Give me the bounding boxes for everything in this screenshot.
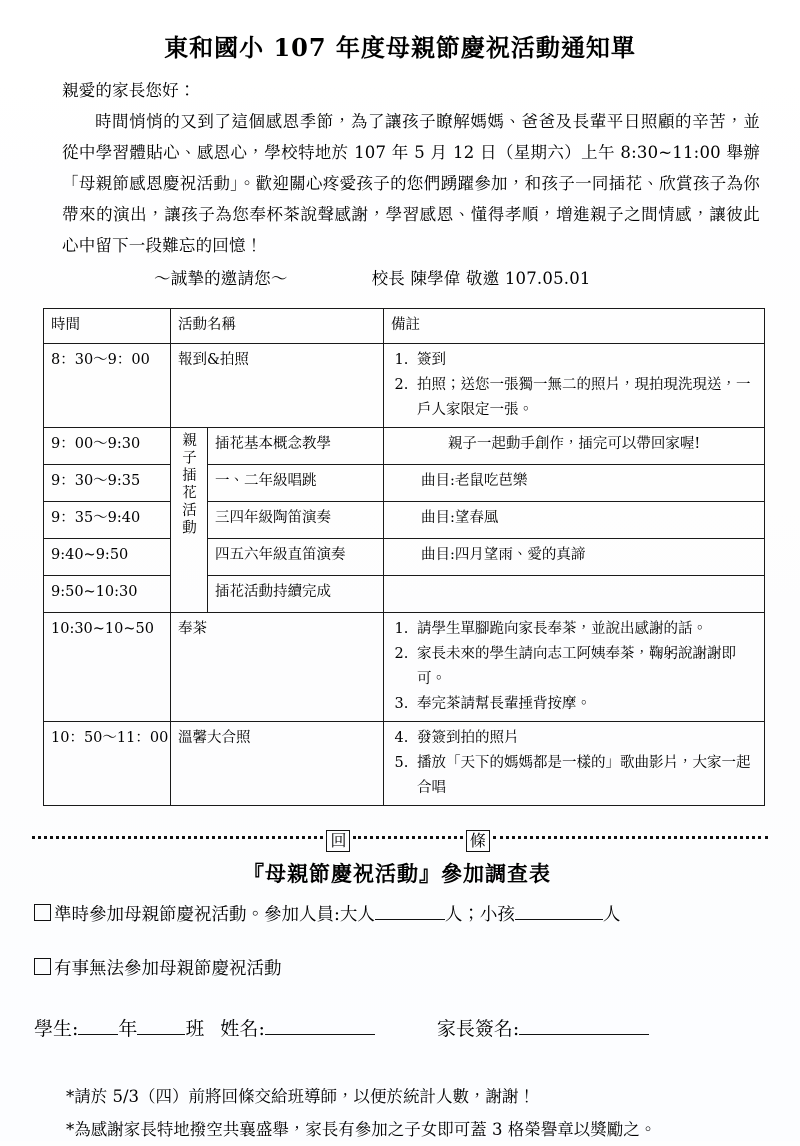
- salutation: 親愛的家長您好：: [62, 81, 196, 100]
- principal-signature: 校長 陳學偉 敬邀 107.05.01: [371, 269, 591, 288]
- option-attend-label: 準時參加母親節慶祝活動。參加人員:大人: [54, 905, 375, 925]
- footnotes: [0, 1046, 800, 1146]
- checkbox-absent[interactable]: [34, 958, 51, 975]
- note-text: 曲目:老鼠吃芭樂: [421, 473, 528, 489]
- cell-time: 9：35～9:40: [44, 502, 171, 539]
- dotted-rule: [32, 836, 323, 839]
- cell-note: [384, 344, 765, 428]
- dotted-rule: [353, 836, 462, 839]
- footnote-item: *請於 5/3（四）前將回條交給班導師，以便於統計人數，謝謝！: [66, 1087, 536, 1106]
- note-text: 曲目:望春風: [421, 510, 499, 526]
- reply-slip: [0, 858, 800, 1046]
- note-list: [391, 726, 757, 801]
- cell-time: 9:40~9:50: [44, 539, 171, 576]
- class-input[interactable]: [137, 1014, 185, 1035]
- note-item: 1. 請學生單腳跪向家長奉茶，並說出感謝的話。: [413, 617, 757, 642]
- column-header-note: 備註: [384, 309, 765, 344]
- cell-time: 10:30~10~50: [44, 613, 171, 722]
- student-info-row: [34, 1012, 760, 1046]
- adults-count-input[interactable]: [375, 899, 445, 920]
- cell-time: 9:50~10:30: [44, 576, 171, 613]
- column-header-activity: 活動名稱: [171, 309, 384, 344]
- table-row: [44, 465, 765, 502]
- schedule-table-wrapper: [0, 294, 800, 806]
- note-text: 親子一起動手創作，插完可以帶回家喔!: [447, 436, 701, 452]
- cell-note: [384, 722, 765, 806]
- table-row: [44, 539, 765, 576]
- table-row: [44, 722, 765, 806]
- student-name-input[interactable]: [265, 1014, 375, 1035]
- checkbox-attend[interactable]: [34, 904, 51, 921]
- table-row: [44, 428, 765, 465]
- children-count-input[interactable]: [515, 899, 603, 920]
- reply-slip-title: 『母親節慶祝活動』參加調查表: [243, 861, 551, 886]
- parent-signature-label: 家長簽名:: [436, 1018, 520, 1040]
- cell-time: 10：50～11：00: [44, 722, 171, 806]
- cell-time: 9：30～9:35: [44, 465, 171, 502]
- cell-activity: 插花活動持續完成: [208, 576, 384, 613]
- cell-activity: 奉茶: [171, 613, 384, 722]
- cell-activity: 報到&拍照: [171, 344, 384, 428]
- dotted-rule: [493, 836, 768, 839]
- cut-char-left: 回: [326, 830, 350, 852]
- cut-char-right: 條: [466, 830, 490, 852]
- cell-time: 9：00～9:30: [44, 428, 171, 465]
- cell-note: [384, 428, 765, 465]
- note-item: 3. 奉完茶請幫長輩捶背按摩。: [413, 692, 757, 717]
- cell-merged-activity-group: [171, 428, 208, 613]
- note-item: 5. 播放「天下的媽媽都是一樣的」歌曲影片，大家一起合唱: [413, 751, 757, 801]
- parent-signature-input[interactable]: [519, 1014, 649, 1035]
- note-item: 2. 拍照；送您一張獨一無二的照片，現拍現洗現送，一戶人家限定一張。: [413, 373, 757, 423]
- page-title: 東和國小 107 年度母親節慶祝活動通知單: [164, 33, 636, 62]
- note-list: [391, 348, 757, 423]
- invite-closing: ～誠摯的邀請您～: [154, 269, 288, 288]
- option-attend-row[interactable]: [34, 898, 760, 932]
- letter-paragraph: 時間悄悄的又到了這個感恩季節，為了讓孩子瞭解媽媽、爸爸及長輩平日照顧的辛苦，並從中學習體貼心、感恩心，學校特地於 107 年 5 月 12 日（星期六）上午 8:30~11:00 舉辦「母親節感恩慶祝活動」。歡迎關心疼愛孩子的您們踴躍參加，和孩子一同插花、欣賞孩子為你帶來的演出，讓孩子為您奉杯茶說聲感謝，學習感恩、懂得孝順，增進親子之間情感，讓彼此心中留下一段難忘的回憶！: [62, 112, 760, 255]
- note-item: 2. 家長未來的學生請向志工阿姨奉茶，鞠躬說謝謝即可。: [413, 642, 757, 692]
- schedule-table: [43, 308, 765, 806]
- cell-note: [384, 502, 765, 539]
- note-item: 1. 簽到: [413, 348, 757, 373]
- footnote-item: *為感謝家長特地撥空共襄盛舉，家長有參加之子女即可蓋 3 格榮譽章以獎勵之。: [66, 1120, 657, 1139]
- merged-vertical-label: 親子插花活動: [180, 432, 196, 537]
- table-header-row: [44, 309, 765, 344]
- cell-activity: 一、二年級唱跳: [208, 465, 384, 502]
- cell-activity: 插花基本概念教學: [208, 428, 384, 465]
- table-row: [44, 576, 765, 613]
- student-label: 學生:: [34, 1018, 79, 1040]
- note-item: 4. 發簽到拍的照片: [413, 726, 757, 751]
- cell-activity: 三四年級陶笛演奏: [208, 502, 384, 539]
- cell-note: [384, 613, 765, 722]
- note-text: 曲目:四月望雨、愛的真諦: [421, 547, 586, 563]
- signature-row: [62, 263, 760, 294]
- name-label: 姓名:: [220, 1018, 265, 1040]
- cell-activity: 四五六年級直笛演奏: [208, 539, 384, 576]
- grade-input[interactable]: [78, 1014, 118, 1035]
- grade-label: 年: [118, 1018, 138, 1040]
- cell-activity: 溫馨大合照: [171, 722, 384, 806]
- letter-body: [0, 65, 800, 294]
- table-row: [44, 613, 765, 722]
- option-absent-row[interactable]: [34, 952, 760, 986]
- option-attend-mid-label: 人；小孩: [444, 905, 515, 925]
- option-attend-suffix-label: 人: [602, 905, 621, 925]
- table-row: [44, 502, 765, 539]
- table-row: [44, 344, 765, 428]
- cut-line-separator: [32, 830, 768, 852]
- class-label: 班: [185, 1018, 205, 1040]
- cell-note: [384, 539, 765, 576]
- cell-time: 8：30～9：00: [44, 344, 171, 428]
- cell-note: [384, 465, 765, 502]
- note-list: [391, 617, 757, 717]
- cell-note: [384, 576, 765, 613]
- option-absent-label: 有事無法參加母親節慶祝活動: [54, 959, 282, 979]
- column-header-time: 時間: [44, 309, 171, 344]
